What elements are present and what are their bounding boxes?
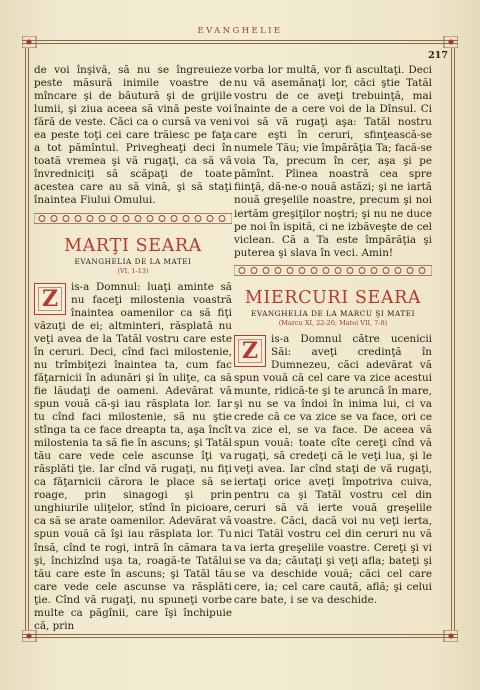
paragraph-continuation: vorba lor multă, vor fi ascultaţi. Deci nu vă asemănaţi lor, căci ştie Tatăl vostru de ce aveţi trebuinţă, mai înainte de a cere voi de la Dînsul. Ci voi să vă rugaţi aşa: Tatăl nostru care eşti în ceruri, sfinţească-se numele Tău; vie împărăţia Ta; facă-se voia Ta, precum în cer, aşa şi pe pămînt. Pîinea noastră cea spre fiinţă, dă-ne-o nouă astăzi; şi ne iartă nouă greşelile noastre, precum şi noi iertăm greşiţilor noştri; şi nu ne duce pe noi în ispită, ci ne izbăveşte de cel viclean. Că a Ta este împărăţia şi puterea şi slava în veci. Amin! xyxy=(234,64,432,259)
top-border-ornament xyxy=(22,36,458,48)
left-column xyxy=(34,64,232,633)
right-column xyxy=(234,64,432,607)
right-border-ornament xyxy=(450,48,456,630)
section-divider-ornament xyxy=(34,213,232,224)
scripture-reference: (VI, 1-13) xyxy=(117,266,149,275)
running-head: EVANGHELIE xyxy=(197,26,283,36)
section-divider-ornament xyxy=(234,265,432,276)
drop-cap xyxy=(34,283,66,315)
section-title: MIERCURI SEARA xyxy=(244,287,422,308)
drop-cap-letter: Z xyxy=(41,285,59,312)
gospel-text: is-a Domnul: luaţi aminte să nu faceţi milostenia voastră înaintea oamenilor ca să fiţi văzuţi de ei; altminteri, răsplată nu veţi avea de la Tatăl vostru care este în ceruri. Deci, cînd faci milostenie, nu trîmbiţezi înaintea ta, cum fac făţarnicii în adunări şi în uliţe, ca să fie lăudaţi de oameni. Adevărat vă spun vouă că-şi iau răsplata lor. Iar tu cînd faci milostenie, să nu ştie stînga ta ce face dreapta ta, aşa încît milostenia ta să fie în ascuns; şi Tatăl tău care vede cele ascunse îţi va răsplăti ţie. Iar cînd vă rugaţi, nu fiţi ca făţarnicii cărora le place să se roage, prin sinagogi şi prin unghiurile uliţelor, stînd în picioare, ca să se arate oamenilor. Adevărat vă spun vouă că îşi iau răsplata lor. Tu însă, cînd te rogi, intră în cămara ta şi, închizînd uşa ta, roagă-te Tatălui tău care este în ascuns; şi Tatăl tău care vede cele ascunse va răsplăti ţie. Cînd vă rugaţi, nu spuneţi vorbe multe ca păgînii, care îşi închipuie că, prin xyxy=(34,280,232,632)
section-subtitle: EVANGHELIA DE LA MATEI xyxy=(74,256,192,266)
drop-cap xyxy=(234,335,266,367)
section-subtitle: EVANGHELIA DE LA MARCU ŞI MATEI xyxy=(251,308,415,318)
paragraph-continuation: de voi înşivă, să nu se îngreuieze peste măsură inimile voastre de mîncare şi de băutură şi de grijile lumii, şi ziua aceea să vină peste voi fără de veste. Căci ca o cursă va veni ea peste toţi cei care trăiesc pe faţa a tot pămîntul. Privegheaţi deci în toată vremea şi vă rugaţi, ca să vă învredniciţi să scăpaţi de toate acestea care au să vină, şi să staţi înaintea Fiului Omului. xyxy=(34,64,232,207)
scripture-reference: (Marcu XI, 22-26; Matei VII, 7-8) xyxy=(278,318,388,327)
section-title: MARŢI SEARA xyxy=(64,235,202,256)
drop-cap-letter: Z xyxy=(241,337,259,364)
gospel-text: is-a Domnul către ucenicii Săi: aveţi credinţă în Dumnezeu, căci adevărat vă spun vouă că cel care va zice acestui munte, ridică-te şi te aruncă în mare, şi nu se va îndoi în inima lui, ci va crede că ce va zice se va face, ori ce va zice el, se va face. De aceea vă spun vouă: toate cîte cereţi cînd vă rugaţi, să credeţi că le veţi lua, şi le veţi avea. Iar cînd staţi de vă rugaţi, iertaţi orice aveţi împotriva cuiva, pentru ca şi Tatăl vostru cel din ceruri să vă ierte vouă greşelile voastre. Căci, dacă voi nu veţi ierta, nici Tatăl vostru cel din ceruri nu vă va ierta greşelile voastre. Cereţi şi vi se va da; căutaţi şi veţi afla; bateţi şi se va deschide vouă; căci cel care cere, ia; cel care caută, află; şi celui care bate, i se va deschide. xyxy=(234,332,432,606)
left-border-ornament xyxy=(24,48,30,630)
page-number: 217 xyxy=(428,50,448,61)
